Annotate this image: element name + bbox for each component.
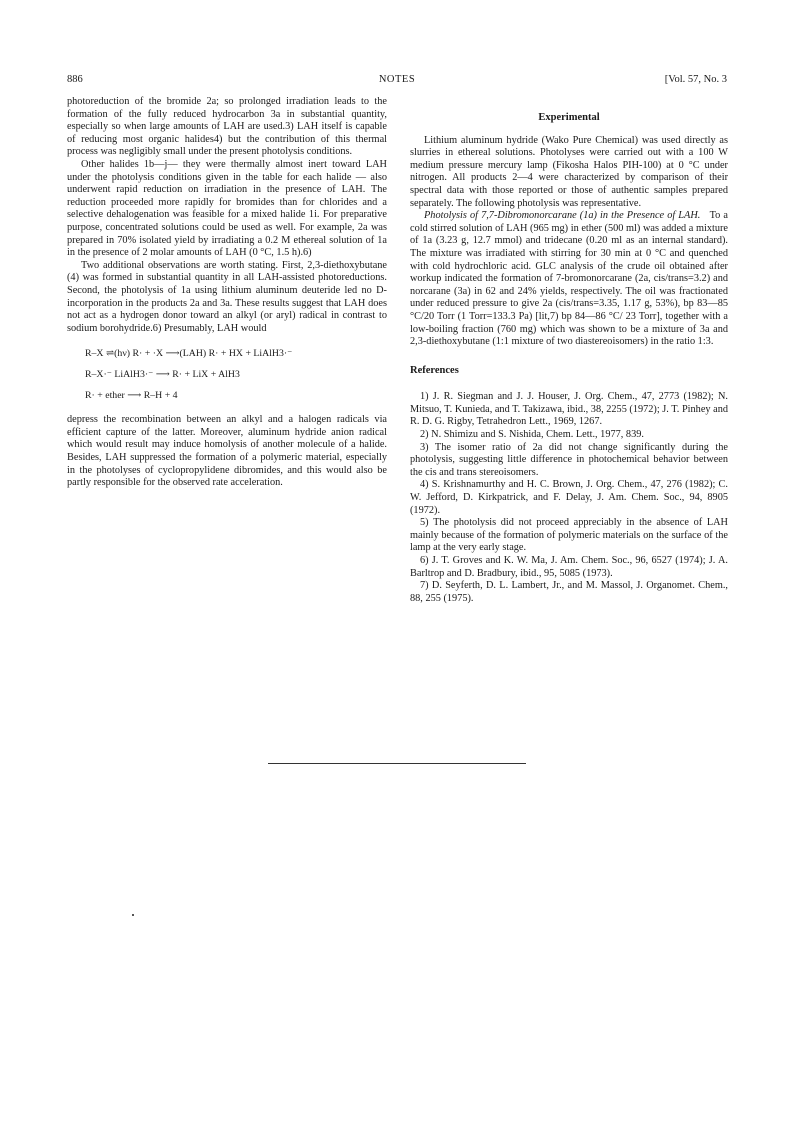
reference-item: 4) S. Krishnamurthy and H. C. Brown, J. Org. Chem., 47, 276 (1982); C. W. Jefford, D. Kirkpatrick, and F. Delay, J. Am. Chem. Soc., 94, 8905 (1972). bbox=[410, 479, 728, 516]
page-header bbox=[67, 74, 727, 88]
page-number: 886 bbox=[67, 74, 83, 85]
reference-item: 6) J. T. Groves and K. W. Ma, J. Am. Chem. Soc., 96, 6527 (1974); J. A. Barltrop and D. Bradbury, ibid., 95, 5085 (1973). bbox=[410, 555, 728, 579]
volume-info: [Vol. 57, No. 3 bbox=[664, 74, 727, 85]
reference-list bbox=[410, 391, 728, 605]
procedure-text: To a cold stirred solution of LAH (965 mg) in ether (500 ml) was added a mixture of 1a (3.23 g, 12.7 mmol) and tridecane (0.20 ml as an internal standard). The mixture was irradiated with stirring for 30 min at 0 °C and quenched with cold hydrochloric acid. GLC analysis of the crude oil obtained after workup indicated the formation of 7-bromonorcarane (2a, cis/trans=3.2) and norcarane (3a) in 62 and 24% yields, respectively. The oil was fractionated under reduced pressure to give 2a (cis/trans=3.35, 1.17 g, 53%), bp 83—85 °C/20 Torr (1 Torr=133.3 Pa) [lit,7) bp 84—86 °C/ 23 Torr], together with a low-boiling fraction (760 mg) which was shown to be a mixture of 3a and 2,3-diethoxybutane (1:1 mixture of two diastereoisomers) in the ratio 1:3. bbox=[410, 210, 728, 348]
right-column bbox=[410, 96, 728, 605]
reference-item: 1) J. R. Siegman and J. J. Houser, J. Org. Chem., 47, 2773 (1982); N. Mitsuo, T. Kunieda, and T. Takizawa, ibid., 38, 2255 (1972); J. T. Pinhey and R. D. G. Rigby, Tetrahedron Lett., 1969, 1267. bbox=[410, 391, 728, 428]
reaction-equations bbox=[85, 343, 387, 406]
reference-item: 3) The isomer ratio of 2a did not change significantly during the photolysis, suggesting little difference in photochemical behavior between the cis and trans stereoisomers. bbox=[410, 441, 728, 478]
left-column bbox=[67, 96, 387, 490]
reference-item: 2) N. Shimizu and S. Nishida, Chem. Lett., 1977, 839. bbox=[420, 429, 644, 441]
paragraph: photoreduction of the bromide 2a; so prolonged irradiation leads to the formation of the fully reduced hydrocarbon 3a in substantial quantity, especially so when large amounts of LAH are used.3) LAH itself is capable of reducing most organic halides4) but the contribution of this thermal process was negligibly small under the present photolysis conditions. bbox=[67, 96, 387, 158]
equation-2: R–X·⁻ LiAlH3·⁻ ⟶ R· + LiX + AlH3 bbox=[85, 369, 240, 381]
paragraph: Lithium aluminum hydride (Wako Pure Chemical) was used directly as slurries in ethereal solutions. Photolyses were carried out with a 100 W medium pressure mercury lamp (Fikosha Halos PIH-100) at 0 °C under nitrogen. All products 2—4 were characterized by comparison of their spectral data with those reported or those of authentic samples prepared separately. The following photolysis was representative. bbox=[410, 134, 728, 209]
reference-item: 5) The photolysis did not proceed appreciably in the absence of LAH mainly because of the formation of polymeric materials on the surface of the lamp at the very early stage. bbox=[410, 517, 728, 554]
paragraph: Other halides 1b—j— they were thermally almost inert toward LAH under the photolysis conditions given in the table for each halide — also underwent rapid reduction on irradiation in the presence of LAH. The reduction proceeded more rapidly for bromides than for chlorides and a selective dehalogenation was feasible for a mixed halide 1i. For preparative purpose, concentrated solutions could be used as well. For example, 2a was prepared in 70% isolated yield by irradiating a 0.2 M ethereal solution of 1a in the presence of 2 molar amounts of LAH (0 °C, 1.5 h).6) bbox=[67, 158, 387, 259]
paragraph: Two additional observations are worth stating. First, 2,3-diethoxybutane (4) was formed in substantial quantity in all LAH-assisted photoreductions. Second, the photolysis of 1a using lithium aluminum deuteride led no D-incorporation in the products 2a and 3a. These results suggest that LAH does not act as a hydrogen donor toward an alkyl (or aryl) radical in contrast to sodium borohydride.6) Presumably, LAH would bbox=[67, 259, 387, 334]
equation-3: R· + ether ⟶ R–H + 4 bbox=[85, 390, 178, 402]
paragraph bbox=[410, 210, 728, 349]
end-divider bbox=[268, 763, 526, 764]
experimental-heading: Experimental bbox=[538, 112, 600, 123]
procedure-heading: Photolysis of 7,7-Dibromonorcarane (1a) in the Presence of LAH. bbox=[424, 210, 701, 222]
section-title: NOTES bbox=[378, 74, 416, 85]
scan-speck bbox=[132, 914, 134, 916]
equation-1: R–X ⇌(hν) R· + ·X ⟶(LAH) R· + HX + LiAlH3·⁻ bbox=[85, 348, 293, 360]
references-heading: References bbox=[410, 364, 459, 376]
reference-item: 7) D. Seyferth, D. L. Lambert, Jr., and M. Massol, J. Organomet. Chem., 88, 255 (1975). bbox=[410, 580, 728, 604]
paragraph: depress the recombination between an alkyl and a halogen radicals via efficient capture of the latter. Moreover, aluminum hydride anion radical which would result may induce homolysis of another molecule of a halide. Besides, LAH suppressed the formation of a polymeric material, especially in the photolyses of cyclopropylidene dibromides, and this would also be partly responsible for the observed rate acceleration. bbox=[67, 414, 387, 489]
